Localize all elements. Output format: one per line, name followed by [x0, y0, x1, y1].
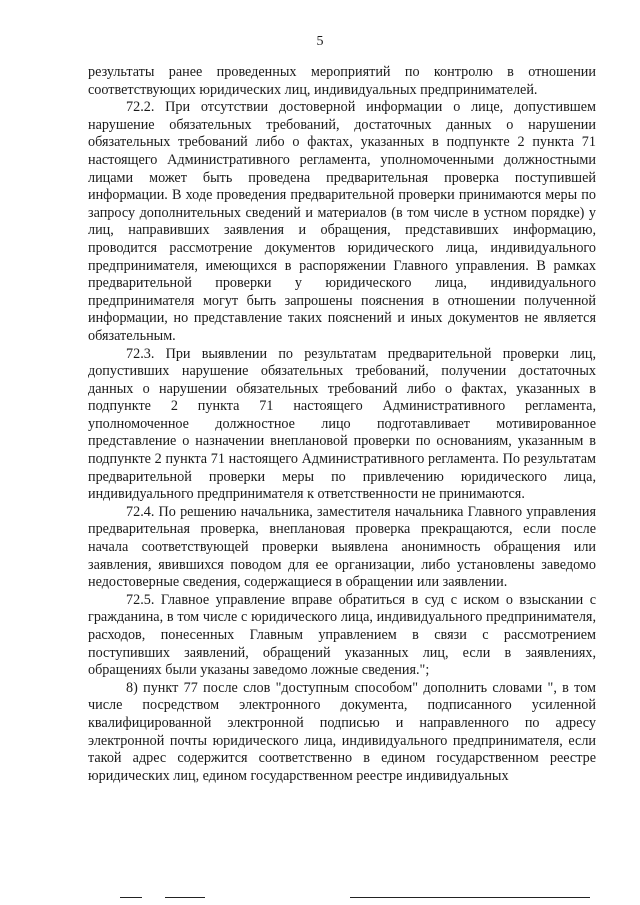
paragraph-72-5: 72.5. Главное управление вправе обратиться в суд с иском о взыскании с гражданина, в том числе с юридического лица, индивидуального предпринимателя, расходов, понесенных Главным управлением в связи с рассмотрением поступивших заявлений, обращений указанных лиц, если в заявлениях, обращениях были указаны заведомо ложные сведения."; — [88, 591, 596, 679]
paragraph-continuation: результаты ранее проведенных мероприятий по контролю в отношении соответствующих юридических лиц, индивидуальных предпринимателей. — [88, 64, 596, 98]
scan-edge-mark-left — [120, 897, 142, 898]
page-number: 5 — [316, 34, 324, 49]
scan-edge-mark-right — [350, 897, 590, 898]
scan-edge-mark-center — [165, 897, 205, 898]
paragraph-72-2: 72.2. При отсутствии достоверной информации о лице, допустившем нарушение обязательных требований, достаточных данных о нарушении обязательных требований либо о фактах, указанных в подпункте 2 пункта 71 настоящего Административного регламента, уполномоченными должностными лицами может быть проведена предварительная проверка поступившей информации. В ходе проведения предварительной проверки принимаются меры по запросу дополнительных сведений и материалов (в том числе в устном порядке) у лиц, направивших заявления и обращения, представивших информацию, проводится рассмотрение документов юридического лица, индивидуального предпринимателя, имеющихся в распоряжении Главного управления. В рамках предварительной проверки у юридического лица, индивидуального предпринимателя могут быть запрошены пояснения в отношении полученной информации, но представление таких пояснений и иных документов не является обязательным. — [88, 99, 596, 344]
document-body — [88, 64, 596, 785]
paragraph-72-4: 72.4. По решению начальника, заместителя начальника Главного управления предварительная проверка, внеплановая проверка прекращаются, если после начала соответствующей проверки выявлена анонимность обращения или заявления, явившихся поводом для ее организации, либо установлены заведомо недостоверные сведения, содержащиеся в обращении или заявлении. — [88, 503, 596, 591]
paragraph-72-3: 72.3. При выявлении по результатам предварительной проверки лиц, допустивших нарушение обязательных требований, получении достаточных данных о нарушении обязательных требований либо о фактах, указанных в подпункте 2 пункта 71 настоящего Административного регламента, уполномоченное должностное лицо подготавливает мотивированное представление о назначении внеплановой проверки по основаниям, указанным в подпункте 2 пункта 71 настоящего Административного регламента. По результатам предварительной проверки меры по привлечению юридического лица, индивидуального предпринимателя к ответственности не принимаются. — [88, 345, 596, 503]
paragraph-item-8: 8) пункт 77 после слов "доступным способом" дополнить словами ", в том числе посредством электронного документа, подписанного усиленной квалифицированной электронной подписью и направленного по адресу электронной почты юридического лица, индивидуального предпринимателя, если такой адрес содержится соответственно в едином государственном реестре юридических лиц, едином государственном реестре индивидуальных — [88, 679, 596, 784]
